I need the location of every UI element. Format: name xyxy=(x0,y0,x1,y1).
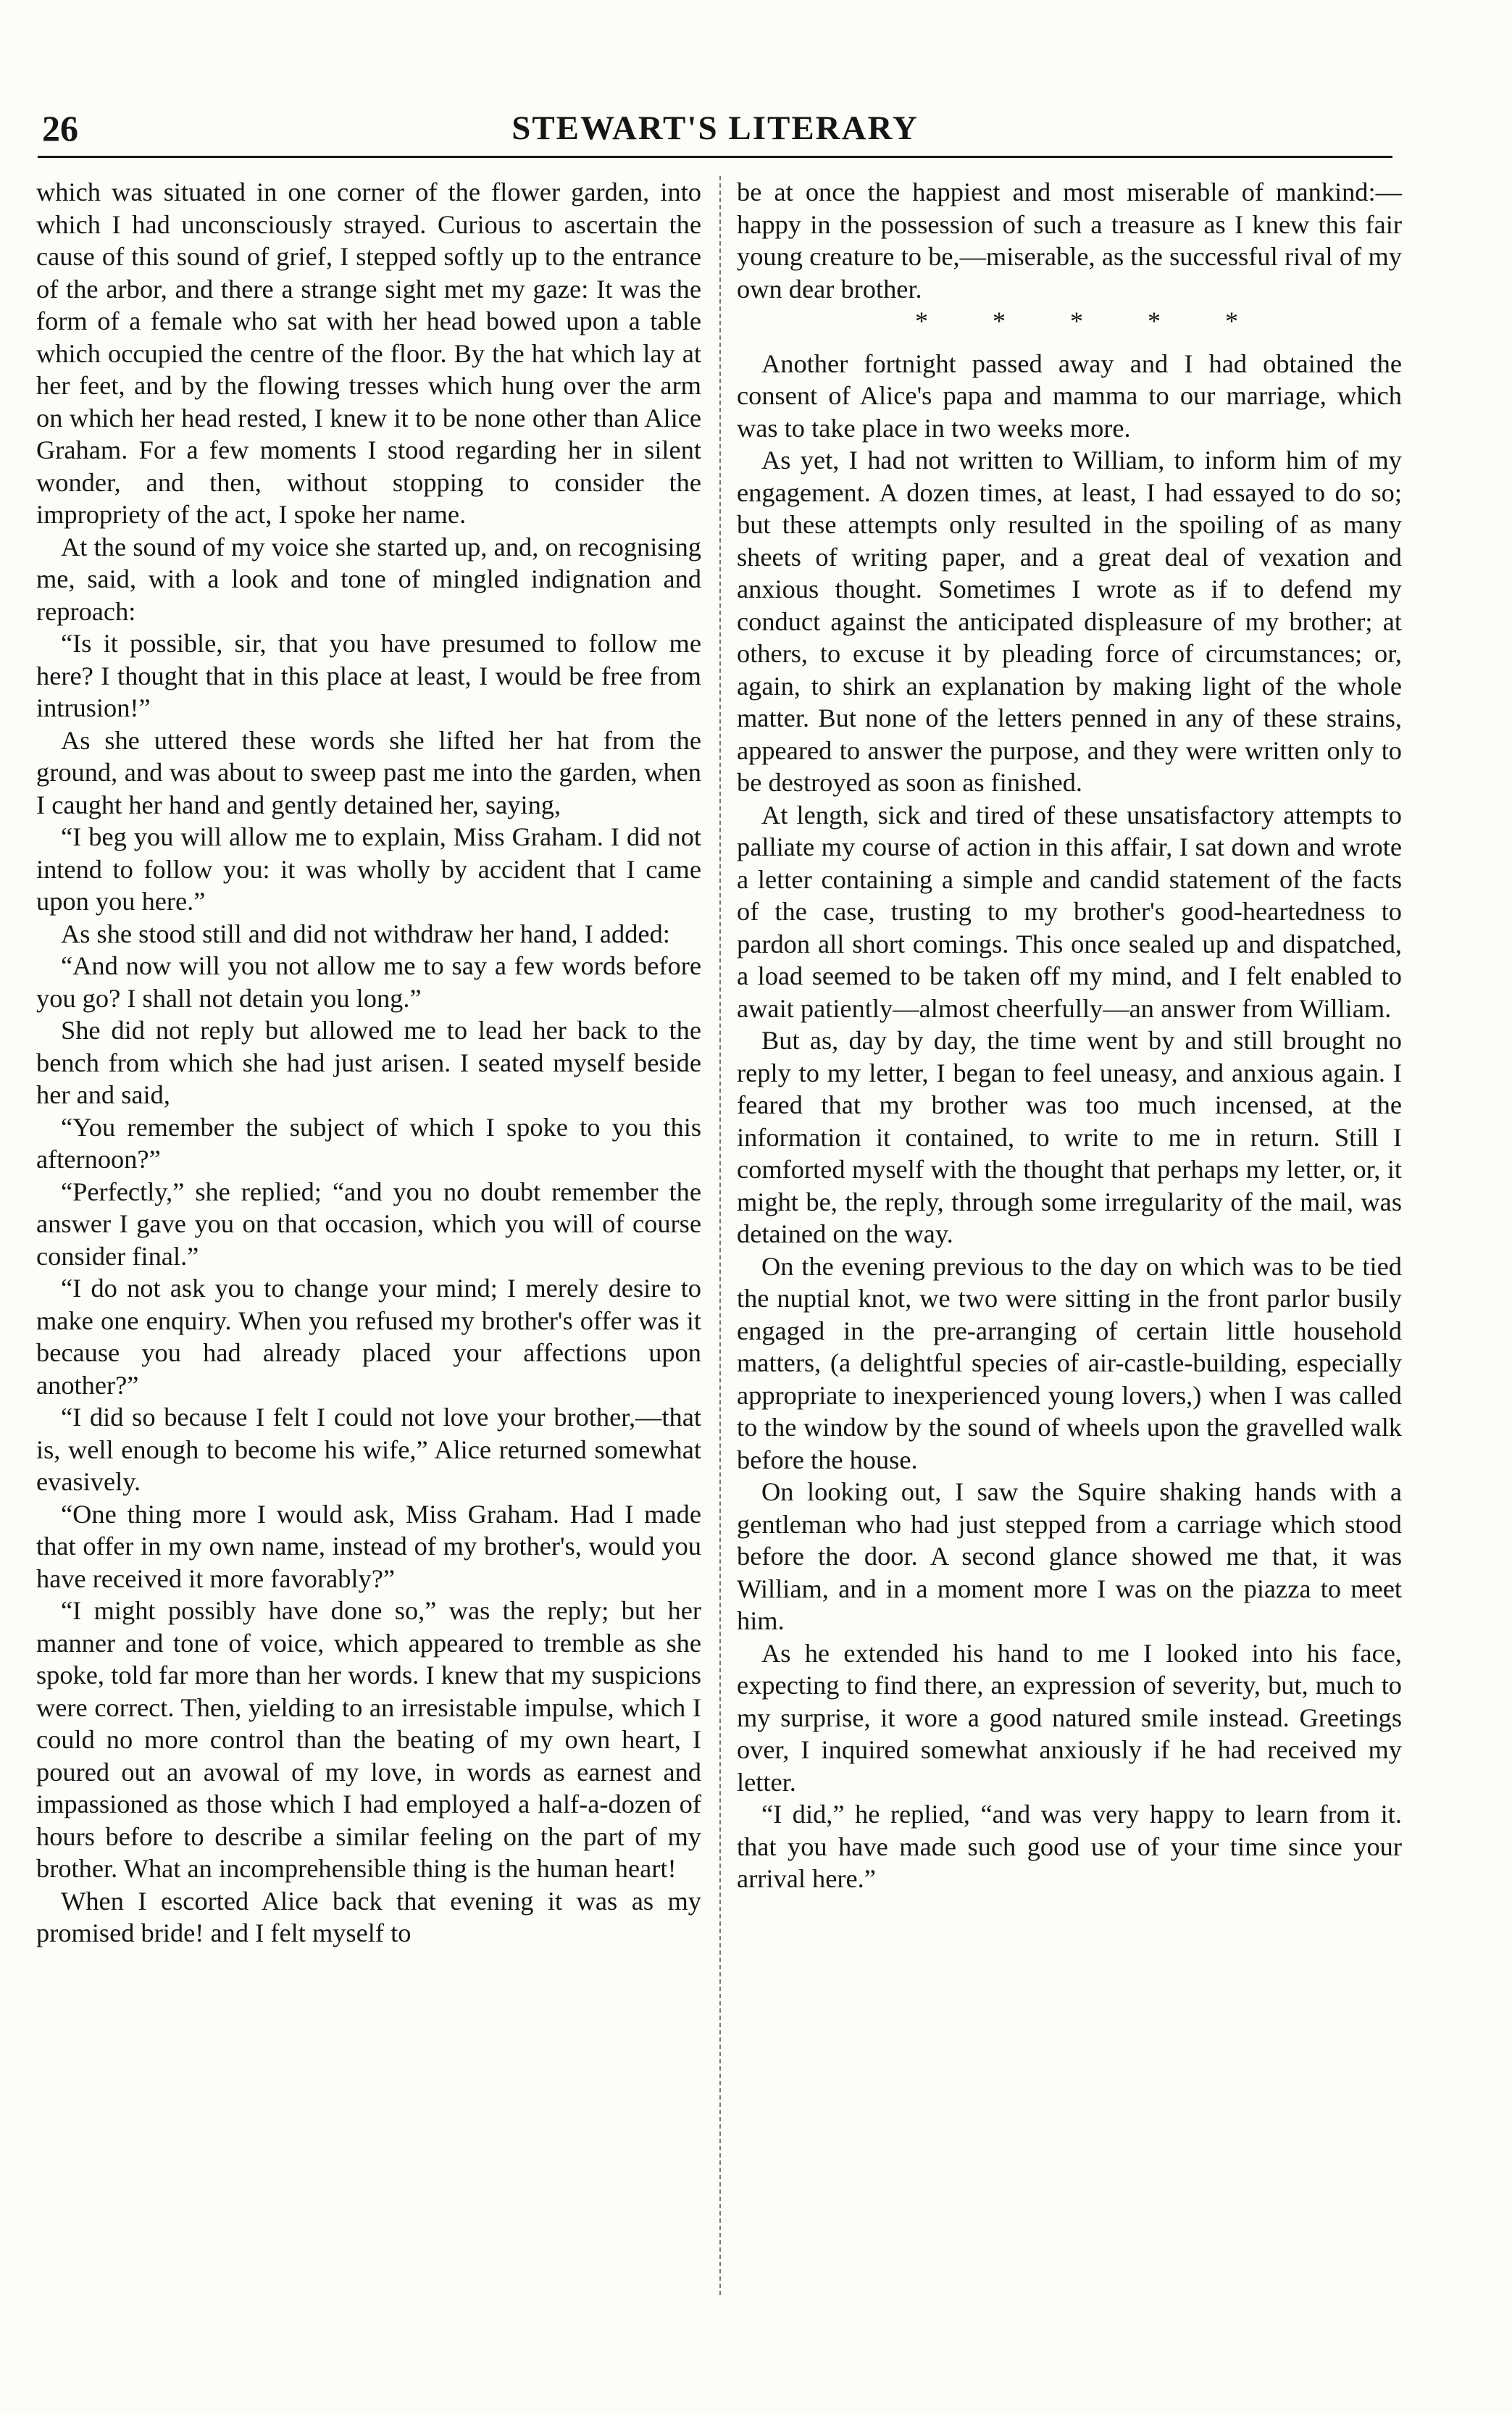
running-title: STEWART'S LITERARY xyxy=(511,109,919,147)
paragraph: Another fortnight passed away and I had obtained the consent of Alice's papa and mamma to our marriage, which was to take place in two weeks more. xyxy=(737,348,1402,443)
paragraph: “I do not ask you to change your mind; I merely desire to make one enquiry. When you refused my brother's offer was it because you had already placed your affections upon another?” xyxy=(36,1274,701,1400)
paragraph: “One thing more I would ask, Miss Graham. Had I made that offer in my own name, instead of my brother's, would you have received it more favorably?” xyxy=(36,1499,701,1593)
paragraph: be at once the happiest and most miserable of mankind:—happy in the possession of such a treasure as I knew this fair young creature to be,—miserable, as the successful rival of my own dear brother. xyxy=(737,178,1402,304)
paragraph: “I might possibly have done so,” was the reply; but her manner and tone of voice, which appeared to tremble as she spoke, told far more than her words. I knew that my suspicions were correct. Then, yielding to an irresistable impulse, which I could no more control than the beating of my own heart, I poured out an avowal of my love, in words as earnest and impassioned as those which I had employed a half-a-dozen of hours before to describe a similar feeling on the part of my brother. What an incomprehensible thing is the human heart! xyxy=(36,1596,701,1883)
paragraph: When I escorted Alice back that evening it was as my promised bride! and I felt myself to xyxy=(36,1886,701,1947)
section-gap xyxy=(737,338,1402,348)
paragraph: “Is it possible, sir, that you have presumed to follow me here? I thought that in this place at least, I would be free from intrusion!” xyxy=(36,629,701,722)
paragraph: As she uttered these words she lifted her hat from the ground, and was about to sweep past me into the garden, when I caught her hand and gently detained her, saying, xyxy=(36,725,701,819)
paragraph: “Perfectly,” she replied; “and you no doubt remember the answer I gave you on that occasion, which you will of course consider final.” xyxy=(36,1177,701,1271)
paragraph: “I did,” he replied, “and was very happy to learn from it. that you have made such good use of your time since your arrival here.” xyxy=(737,1800,1402,1893)
right-column-before-break xyxy=(737,176,1402,305)
paragraph: On looking out, I saw the Squire shaking hands with a gentleman who had just stepped from a carriage which stood before the door. A second glance showed me that, it was William, and in a moment more I was on the piazza to meet him. xyxy=(737,1477,1402,1635)
page-number: 26 xyxy=(42,108,78,149)
paragraph: At length, sick and tired of these unsatisfactory attempts to palliate my course of action in this affair, I sat down and wrote a letter containing a simple and candid statement of the facts of the case, trusting to my brother's good-heartedness to pardon all short comings. This once sealed up and dispatched, a load seemed to be taken off my mind, and I felt enabled to await patiently—almost cheerfully—an answer from William. xyxy=(737,800,1402,1023)
right-column xyxy=(737,176,1402,1895)
paragraph: “And now will you not allow me to say a few words before you go? I shall not detain you long.” xyxy=(36,951,701,1013)
column-divider xyxy=(719,176,721,2295)
paragraph: As he extended his hand to me I looked into his face, expecting to find there, an expression of severity, but, much to my surprise, it wore a good natured smile instead. Greetings over, I inquired somewhat anxiously if he had received my letter. xyxy=(737,1638,1402,1797)
section-break: * * * * * xyxy=(915,306,1267,335)
paragraph: which was situated in one corner of the flower garden, into which I had unconsciously strayed. Curious to ascertain the cause of this sound of grief, I stepped softly up to the entrance of the arbor, and there a strange sight met my gaze: It was the form of a female who sat with her head bowed upon a table which occupied the centre of the floor. By the hat which lay at her feet, and by the flowing tresses which hung over the arm on which her head rested, I knew it to be none other than Alice Graham. For a few moments I stood regarding her in silent wonder, and then, without stopping to consider the impropriety of the act, I spoke her name. xyxy=(36,178,701,529)
paragraph: “You remember the subject of which I spoke to you this afternoon?” xyxy=(36,1112,701,1174)
paragraph: As yet, I had not written to William, to inform him of my engagement. A dozen times, at least, I had essayed to do so; but these attempts only resulted in the spoiling of as many sheets of writing paper, and a great deal of vexation and anxious thought. Sometimes I wrote as if to defend my conduct against the anticipated displeasure of my brother; at others, to excuse it by pleading force of circumstances; or, again, to shirk an explanation by making light of the whole matter. But none of the letters penned in any of these strains, appeared to answer the purpose, and they were written only to be destroyed as soon as finished. xyxy=(737,446,1402,797)
page-header xyxy=(38,103,1392,154)
paragraph: “I did so because I felt I could not love your brother,—that is, well enough to become his wife,” Alice returned somewhat evasively. xyxy=(36,1403,701,1496)
paragraph: As she stood still and did not withdraw her hand, I added: xyxy=(61,919,670,948)
paragraph: She did not reply but allowed me to lead her back to the bench from which she had just arisen. I seated myself beside her and said, xyxy=(36,1016,701,1109)
header-rule xyxy=(38,156,1392,158)
paragraph: “I beg you will allow me to explain, Miss Graham. I did not intend to follow you: it was wholly by accident that I came upon you here.” xyxy=(36,822,701,916)
right-column-after-break xyxy=(737,348,1402,1895)
paragraph: But as, day by day, the time went by and still brought no reply to my letter, I began to feel uneasy, and anxious again. I feared that my brother was too much incensed, at the information it contained, to write to me in return. Still I comforted myself with the thought that perhaps my letter, or, it might be, the reply, through some irregularity of the mail, was detained on the way. xyxy=(737,1026,1402,1248)
paragraph: At the sound of my voice she started up, and, on recognising me, said, with a look and tone of mingled indignation and reproach: xyxy=(36,532,701,626)
left-column xyxy=(36,176,701,1950)
paragraph: On the evening previous to the day on which was to be tied the nuptial knot, we two were sitting in the front parlor busily engaged in the pre-arranging of certain little household matters, (a delightful species of air-castle-building, especially appropriate to inexperienced young lovers,) when I was called to the window by the sound of wheels upon the gravelled walk before the house. xyxy=(737,1251,1402,1474)
